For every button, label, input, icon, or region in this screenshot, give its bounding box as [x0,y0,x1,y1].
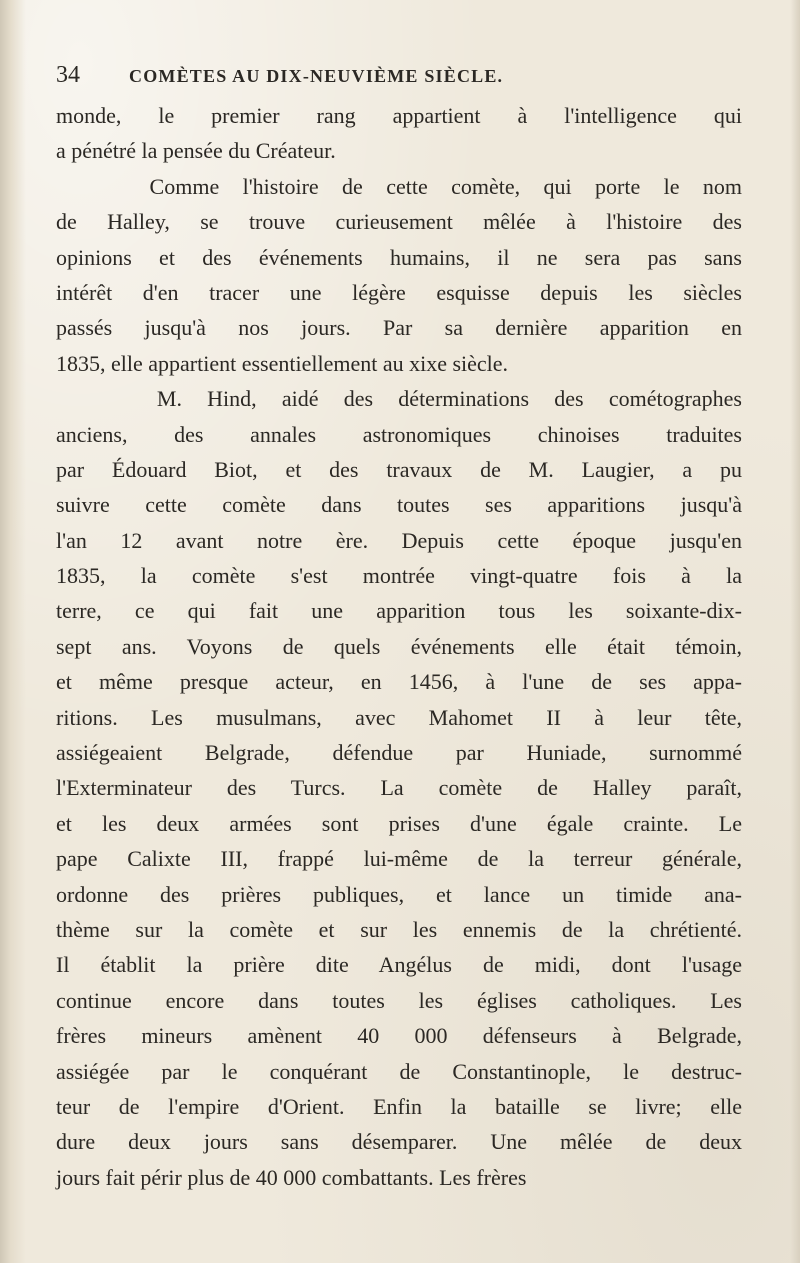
text-line: ritions. Les musulmans, avec Mahomet II à leur tête, [56,704,742,730]
text-line: M. Hind, aidé des déterminations des cométographes [56,386,742,412]
text-line: opinions et des événements humains, il ne sera pas sans [56,244,742,270]
text-line: frères mineurs amènent 40 000 défenseurs à Belgrade, [56,1023,742,1049]
text-line: intérêt d'en tracer une légère esquisse depuis les siècles [56,279,742,305]
text-line: pape Calixte III, frappé lui-même de la terreur générale, [56,846,742,872]
page-header [56,62,756,88]
text-line: et les deux armées sont prises d'une égale crainte. Le [56,810,742,836]
text-line: terre, ce qui fait une apparition tous les soixante-dix- [56,598,742,624]
text-line: ordonne des prières publiques, et lance un timide ana- [56,881,742,907]
body-text [56,98,742,1195]
page-binding-shadow [0,0,26,1263]
page-number: 34 [56,62,80,88]
text-line: assiégeaient Belgrade, défendue par Huniade, surnommé [56,740,742,766]
text-line: Il établit la prière dite Angélus de midi, dont l'usage [56,952,742,978]
text-line: continue encore dans toutes les églises catholiques. Les [56,987,742,1013]
text-line: sept ans. Voyons de quels événements elle était témoin, [56,633,742,659]
text-line: par Édouard Biot, et des travaux de M. Laugier, a pu [56,456,742,482]
text-line: anciens, des annales astronomiques chinoises traduites [56,421,742,447]
text-line: thème sur la comète et sur les ennemis de la chrétienté. [56,916,742,942]
text-line: dure deux jours sans désemparer. Une mêlée de deux [56,1129,742,1155]
page-edge-shadow [790,0,800,1263]
text-line: a pénétré la pensée du Créateur. [56,138,336,164]
text-line: monde, le premier rang appartient à l'intelligence qui [56,103,742,128]
text-line: et même presque acteur, en 1456, à l'une de ses appa- [56,669,742,695]
text-line: assiégée par le conquérant de Constantinople, le destruc- [56,1058,742,1084]
text-line: l'an 12 avant notre ère. Depuis cette époque jusqu'en [56,527,742,553]
text-line: passés jusqu'à nos jours. Par sa dernière apparition en [56,315,742,341]
text-line: suivre cette comète dans toutes ses apparitions jusqu'à [56,492,742,518]
running-title: COMÈTES AU DIX-NEUVIÈME SIÈCLE. [129,66,504,86]
text-line: de Halley, se trouve curieusement mêlée à l'histoire des [56,209,742,235]
text-line: 1835, elle appartient essentiellement au xixe siècle. [56,350,509,376]
text-line: Comme l'histoire de cette comète, qui porte le nom [56,173,742,199]
text-line: l'Exterminateur des Turcs. La comète de Halley paraît, [56,775,742,801]
text-line: teur de l'empire d'Orient. Enfin la bataille se livre; elle [56,1093,742,1119]
text-line: 1835, la comète s'est montrée vingt-quatre fois à la [56,563,742,589]
text-line: jours fait périr plus de 40 000 combattants. Les frères [56,1164,527,1190]
